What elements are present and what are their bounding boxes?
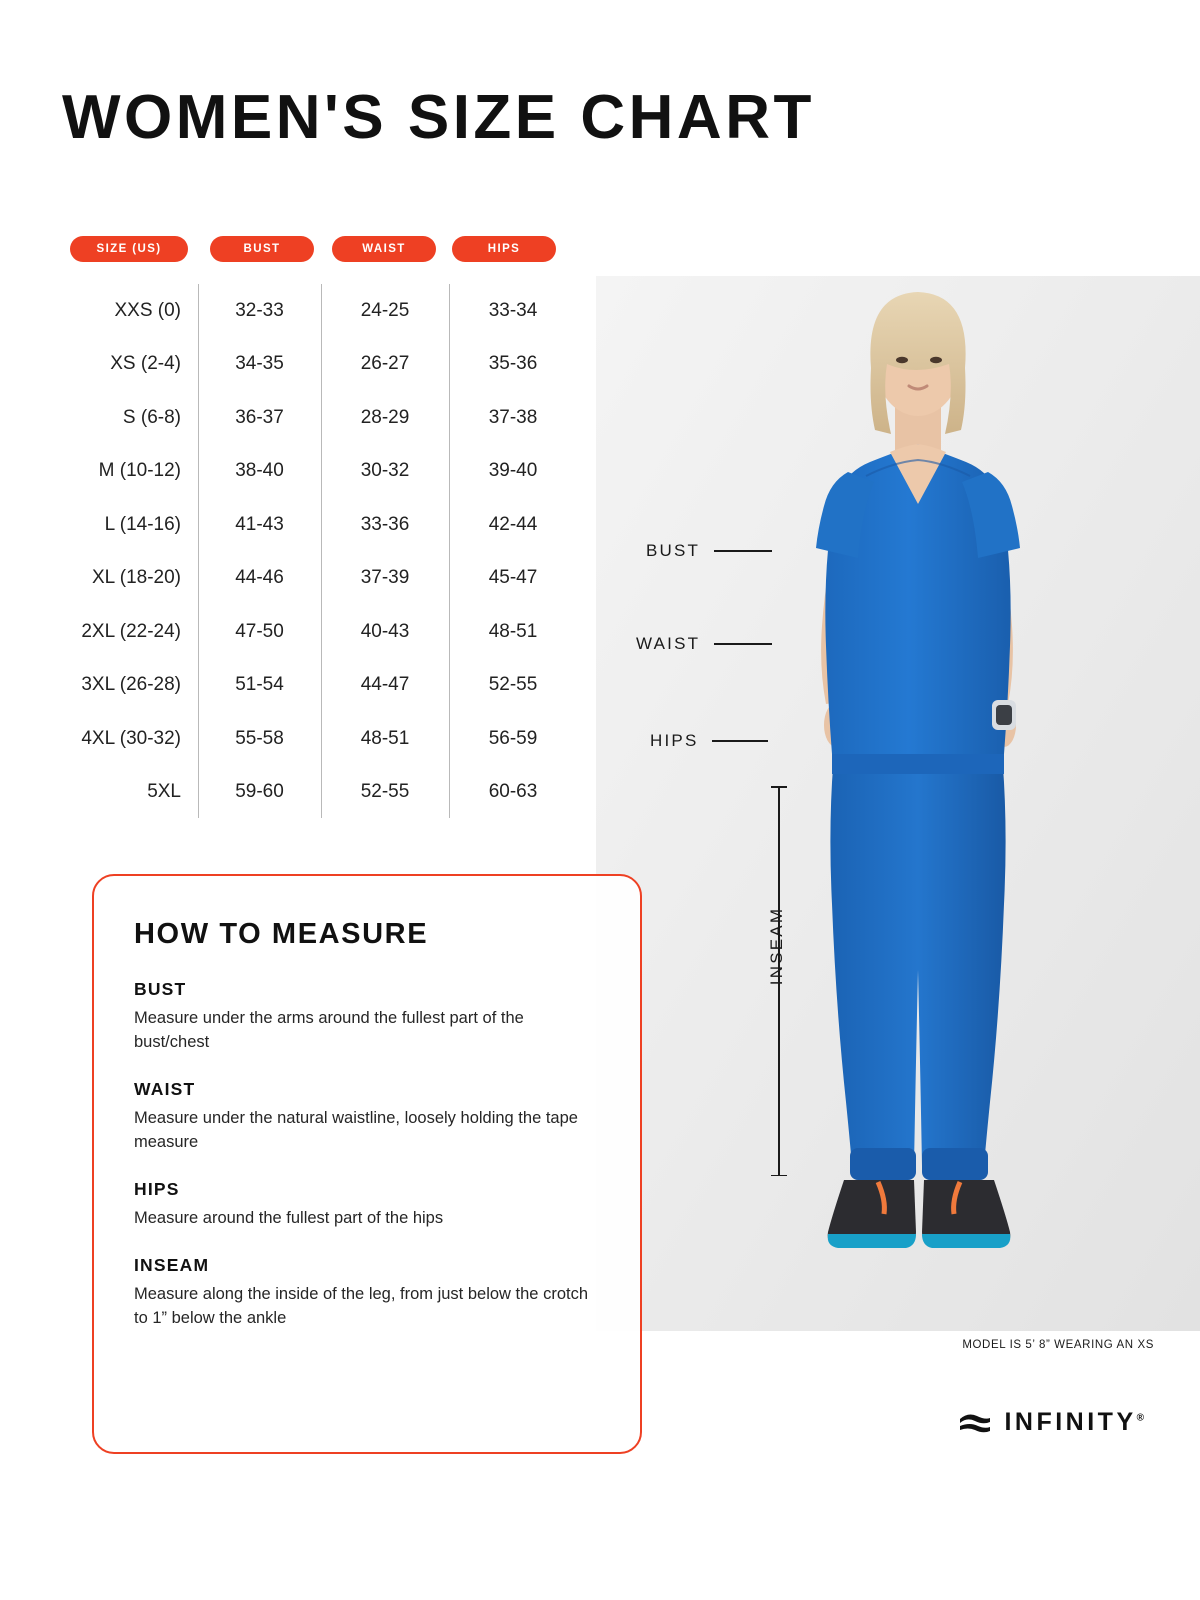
- cell-waist: 26-27: [360, 353, 410, 375]
- cell-bust: 55-58: [235, 727, 284, 749]
- cell-hips: 35-36: [488, 353, 538, 375]
- cell-size: L (14-16): [104, 513, 181, 535]
- table-row: [62, 605, 582, 659]
- table-row: [62, 712, 582, 766]
- cell-bust: 47-50: [235, 620, 284, 642]
- cell-waist: 48-51: [360, 727, 410, 749]
- model-illustration: [596, 276, 1200, 1331]
- table-row: [62, 284, 582, 338]
- cell-bust: 59-60: [235, 781, 284, 803]
- measure-desc-inseam: Measure along the inside of the leg, from just below the crotch to 1” below the ankle: [134, 1284, 588, 1327]
- infinity-icon: [958, 1412, 992, 1434]
- callout-bust: [646, 541, 772, 561]
- callout-bust-line: [714, 550, 772, 552]
- table-row: [62, 498, 582, 552]
- cell-hips: 48-51: [488, 620, 538, 642]
- cell-bust: 36-37: [235, 406, 284, 428]
- measure-desc-hips: Measure around the fullest part of the hips: [134, 1208, 444, 1227]
- cell-size: XXS (0): [114, 299, 181, 321]
- cell-hips: 52-55: [488, 674, 538, 696]
- measure-term-hips: HIPS: [134, 1178, 180, 1199]
- callout-waist: [636, 634, 772, 654]
- measure-term-waist: WAIST: [134, 1078, 196, 1099]
- cell-bust: 32-33: [235, 299, 284, 321]
- cell-bust: 51-54: [235, 674, 284, 696]
- table-row: [62, 659, 582, 713]
- column-header-bust: BUST: [210, 236, 314, 262]
- measure-term-bust: BUST: [134, 979, 187, 999]
- table-divider-1: [198, 284, 199, 818]
- cell-waist: 30-32: [360, 460, 410, 482]
- table-row: [62, 338, 582, 392]
- callout-hips: [650, 731, 768, 751]
- cell-waist: 33-36: [360, 513, 410, 535]
- cell-size: 3XL (26-28): [81, 674, 181, 696]
- measure-term-inseam: INSEAM: [134, 1254, 210, 1275]
- table-row: [62, 391, 582, 445]
- how-to-measure-heading: HOW TO MEASURE: [134, 918, 429, 950]
- callout-bust-label: BUST: [646, 541, 701, 560]
- callout-hips-label: HIPS: [650, 731, 699, 750]
- cell-bust: 38-40: [235, 460, 284, 482]
- callout-inseam-label: INSEAM: [767, 906, 787, 986]
- cell-size: S (6-8): [122, 406, 181, 428]
- cell-bust: 41-43: [235, 513, 284, 535]
- cell-hips: 33-34: [488, 299, 538, 321]
- model-photo: [596, 276, 1200, 1331]
- table-divider-3: [449, 284, 450, 818]
- cell-size: M (10-12): [98, 460, 181, 482]
- table-divider-2: [321, 284, 322, 818]
- column-header-size: SIZE (US): [70, 236, 188, 262]
- cell-size: 5XL: [147, 781, 181, 803]
- brand-trademark: ®: [1136, 1412, 1144, 1424]
- page-title: WOMEN'S SIZE CHART: [62, 83, 815, 152]
- cell-bust: 44-46: [235, 567, 284, 589]
- cell-waist: 37-39: [360, 567, 410, 589]
- cell-size: XL (18-20): [91, 567, 181, 589]
- cell-hips: 42-44: [488, 513, 538, 535]
- cell-waist: 24-25: [360, 299, 410, 321]
- cell-hips: 37-38: [488, 406, 538, 428]
- column-header-waist: WAIST: [332, 236, 436, 262]
- cell-hips: 60-63: [488, 781, 538, 803]
- column-header-hips: HIPS: [452, 236, 556, 262]
- cell-size: 2XL (22-24): [81, 620, 181, 642]
- measure-desc-bust: Measure under the arms around the fullest part of the bust/chest: [134, 1009, 524, 1051]
- cell-size: XS (2-4): [110, 353, 181, 375]
- size-table-header-row: [62, 236, 582, 262]
- measure-desc-waist: Measure under the natural waistline, loosely holding the tape measure: [134, 1108, 578, 1151]
- cell-hips: 56-59: [488, 727, 538, 749]
- cell-hips: 45-47: [488, 567, 538, 589]
- cell-waist: 52-55: [360, 781, 410, 803]
- cell-waist: 28-29: [360, 406, 410, 428]
- callout-waist-line: [714, 643, 772, 645]
- cell-waist: 40-43: [360, 620, 410, 642]
- brand-name: INFINITY®: [1004, 1408, 1144, 1436]
- size-table-body: [62, 284, 582, 819]
- callout-hips-line: [712, 740, 768, 742]
- model-note: MODEL IS 5’ 8” WEARING AN XS: [962, 1339, 1154, 1351]
- size-table: [62, 236, 582, 819]
- cell-waist: 44-47: [360, 674, 410, 696]
- callout-inseam: [748, 786, 788, 1176]
- callout-waist-label: WAIST: [636, 634, 701, 653]
- table-row: [62, 445, 582, 499]
- table-row: [62, 766, 582, 820]
- cell-hips: 39-40: [488, 460, 538, 482]
- brand-logo: [958, 1408, 1144, 1437]
- cell-bust: 34-35: [235, 353, 284, 375]
- table-row: [62, 552, 582, 606]
- cell-size: 4XL (30-32): [81, 727, 181, 749]
- how-to-measure-panel: [92, 874, 642, 1454]
